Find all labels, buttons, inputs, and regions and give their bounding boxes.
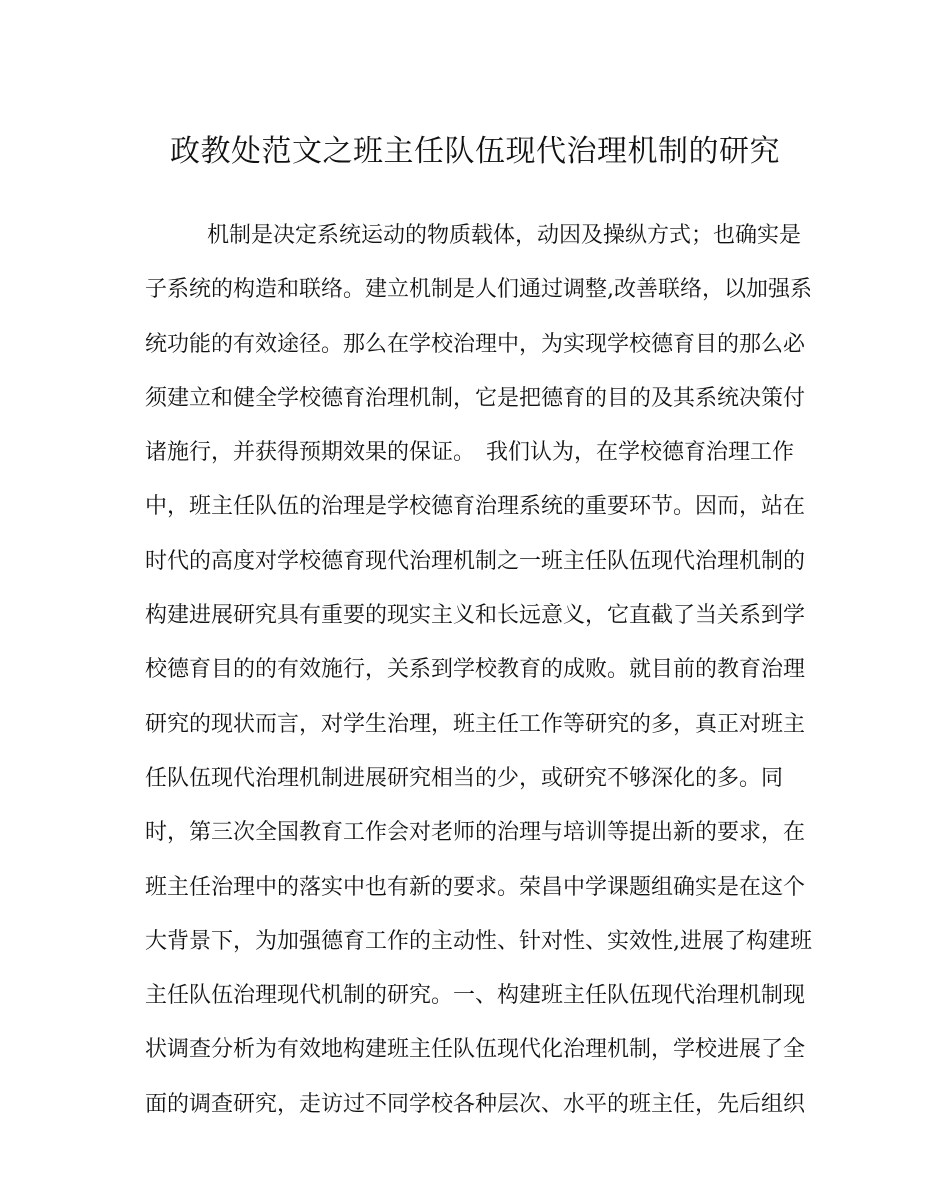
body-line: 班主任治理中的落实中也有新的要求。荣昌中学课题组确实是在这个 (145, 874, 806, 900)
body-line: 须建立和健全学校德育治理机制，它是把德育的目的及其系统决策付 (145, 385, 806, 411)
body-line: 任队伍现代治理机制进展研究相当的少，或研究不够深化的多。同 (145, 765, 784, 791)
body-line: 研究的现状而言，对学生治理，班主任工作等研究的多，真正对班主 (145, 711, 806, 737)
body-line: 面的调查研究，走访过不同学校各种层次、水平的班主任，先后组织 (145, 1091, 806, 1117)
body-line: 主任队伍治理现代机制的研究。一、构建班主任队伍现代治理机制现 (145, 983, 806, 1009)
body-line: 诸施行，并获得预期效果的保证。 我们认为，在学校德育治理工作 (145, 440, 795, 466)
body-line: 构建进展研究具有重要的现实主义和长远意义，它直截了当关系到学 (145, 603, 806, 629)
body-line: 大背景下，为加强德育工作的主动性、针对性、实效性,进展了构建班 (145, 928, 812, 954)
body-line: 状调查分析为有效地构建班主任队伍现代化治理机制，学校进展了全 (145, 1037, 806, 1063)
document-body (145, 221, 810, 1144)
body-line: 时代的高度对学校德育现代治理机制之一班主任队伍现代治理机制的 (145, 548, 806, 574)
document-title: 政教处范文之班主任队伍现代治理机制的研究 (170, 134, 780, 169)
body-line: 统功能的有效途径。那么在学校治理中，为实现学校德育目的那么必 (145, 331, 806, 357)
body-line: 机制是决定系统运动的物质载体，动因及操纵方式；也确实是 (207, 223, 802, 248)
body-line: 中，班主任队伍的治理是学校德育治理系统的重要环节。因而，站在 (145, 494, 806, 520)
body-line: 子系统的构造和联络。建立机制是人们通过调整,改善联络，以加强系 (145, 277, 812, 303)
body-line: 校德育目的的有效施行，关系到学校教育的成败。就目前的教育治理 (145, 657, 806, 683)
body-line: 时，第三次全国教育工作会对老师的治理与培训等提出新的要求，在 (145, 820, 806, 846)
